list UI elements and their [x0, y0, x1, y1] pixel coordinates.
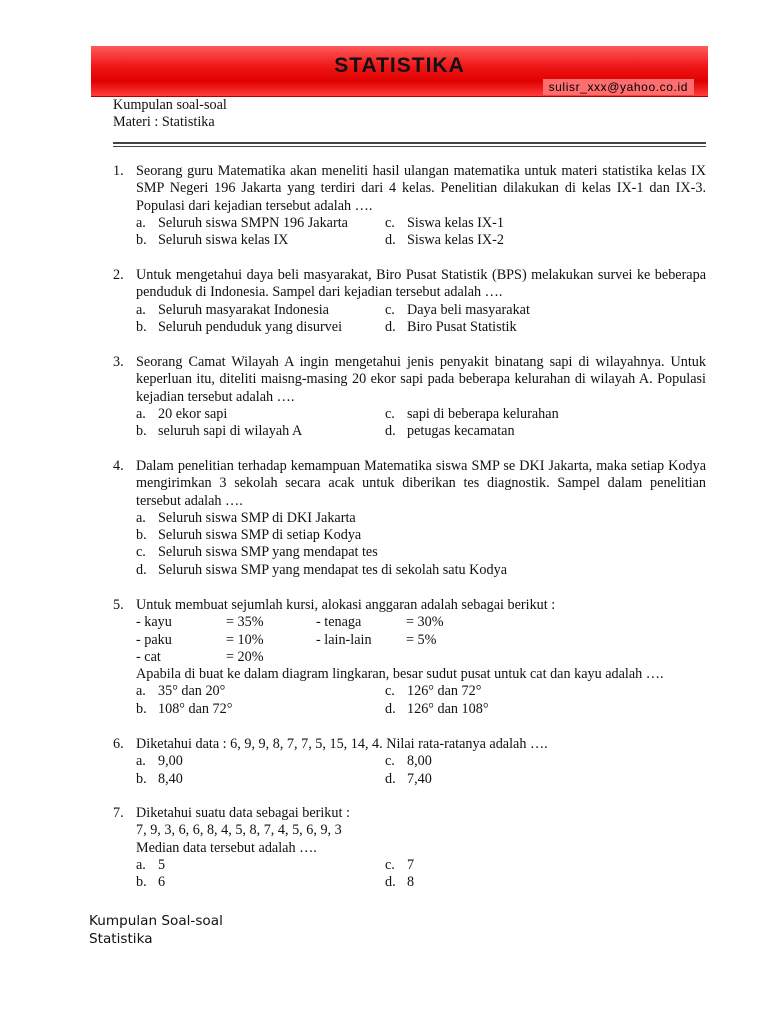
budget-row: - kayu = 35% - tenaga = 30% [136, 614, 444, 631]
option-b: b. Seluruh penduduk yang disurvei [136, 318, 343, 335]
question-text: Diketahui suatu data sebagai berikut : [136, 805, 350, 821]
question-2 [113, 267, 706, 336]
question-4 [113, 458, 706, 579]
question-number: 7. [113, 805, 124, 821]
option-d: d. 7,40 [385, 770, 432, 787]
options [136, 753, 706, 788]
banner-title: STATISTIKA [334, 54, 465, 77]
option-b: b. Seluruh siswa kelas IX [136, 232, 289, 249]
question-text: Seorang guru Matematika akan meneliti hasil ulangan matematika untuk materi statistika kelas IX SMP Negeri 196 Jakarta yang terdiri dari 4 kelas. Penelitian dilakukan di kelas IX-1 dan IX-3. Populasi dari kejadian tersebut adalah …. [136, 163, 706, 214]
header-banner [91, 46, 708, 97]
data-series: 7, 9, 3, 6, 6, 8, 4, 5, 8, 7, 4, 5, 6, 9, 3 [136, 822, 342, 839]
question-number: 2. [113, 267, 124, 283]
option-b: b. 8,40 [136, 770, 183, 787]
options [136, 683, 706, 718]
question-number: 1. [113, 163, 124, 179]
question-text: Seorang Camat Wilayah A ingin mengetahui jenis penyakit binatang sapi di wilayahnya. Untuk keperluan itu, diteliti maisng-masing 20 ekor sapi pada beberapa kelurahan di wilayah A. Populasi kejadian tersebut adalah …. [136, 354, 706, 405]
option-c: c. Daya beli masyarakat [385, 301, 530, 318]
option-a: a. Seluruh siswa SMPN 196 Jakarta [136, 214, 348, 231]
info-collection: Kumpulan soal-soal [113, 97, 227, 113]
question-number: 5. [113, 597, 124, 613]
question-number: 6. [113, 736, 124, 752]
budget-table [113, 614, 706, 666]
question-text: Diketahui data : 6, 9, 9, 8, 7, 7, 5, 15, 14, 4. Nilai rata-ratanya adalah …. [136, 736, 548, 752]
option-d: d. petugas kecamatan [385, 423, 515, 440]
option-a: a. Seluruh masyarakat Indonesia [136, 301, 329, 318]
option-c: c. Seluruh siswa SMP yang mendapat tes [136, 544, 378, 561]
option-d: d. Seluruh siswa SMP yang mendapat tes di sekolah satu Kodya [136, 561, 507, 578]
budget-row: - cat = 20% [136, 648, 264, 665]
options [136, 857, 706, 892]
question-text: Dalam penelitian terhadap kemampuan Matematika siswa SMP se DKI Jakarta, maka setiap Kodya mengirimkan 3 sekolah secara acak untuk diberikan tes diagnostik. Sampel dalam penelitian tersebut adalah …. [136, 458, 706, 509]
budget-row: - paku = 10% - lain-lain = 5% [136, 631, 437, 648]
question-1 [113, 163, 706, 249]
option-d: d. Biro Pusat Statistik [385, 318, 517, 335]
option-b: b. Seluruh siswa SMP di setiap Kodya [136, 527, 362, 544]
options [136, 510, 706, 579]
document-info [113, 97, 227, 132]
header-rule-thin [113, 146, 706, 147]
header-rule-thick [113, 142, 706, 144]
info-subject: Materi : Statistika [113, 114, 215, 131]
option-a: a. 20 ekor sapi [136, 405, 228, 422]
question-6 [113, 736, 706, 788]
question-text: Untuk membuat sejumlah kursi, alokasi anggaran adalah sebagai berikut : [136, 597, 556, 613]
question-3 [113, 354, 706, 440]
option-d: d. 8 [385, 874, 415, 891]
options [136, 406, 706, 441]
option-b: b. 6 [136, 874, 166, 891]
question-text: Untuk mengetahui daya beli masyarakat, Biro Pusat Statistik (BPS) melakukan survei ke beberapa penduduk di Indonesia. Sampel dari kejadian tersebut adalah …. [136, 267, 706, 301]
option-a: a. 5 [136, 856, 166, 873]
question-7 [113, 805, 706, 891]
question-text-2: Apabila di buat ke dalam diagram lingkaran, besar sudut pusat untuk cat dan kayu adalah …. [136, 666, 664, 683]
option-a: a. 35° dan 20° [136, 683, 226, 700]
options [136, 215, 706, 250]
option-c: c. sapi di beberapa kelurahan [385, 405, 559, 422]
footer-line-2: Statistika [89, 931, 153, 947]
option-b: b. 108° dan 72° [136, 700, 233, 717]
option-c: c. 7 [385, 856, 415, 873]
option-c: c. Siswa kelas IX-1 [385, 214, 504, 231]
option-a: a. 9,00 [136, 753, 183, 770]
page-footer [89, 912, 223, 948]
option-d: d. Siswa kelas IX-2 [385, 232, 504, 249]
option-b: b. seluruh sapi di wilayah A [136, 423, 303, 440]
option-c: c. 126° dan 72° [385, 683, 482, 700]
question-number: 3. [113, 354, 124, 370]
options [136, 302, 706, 337]
question-prompt: Median data tersebut adalah …. [136, 839, 317, 856]
question-5 [113, 597, 706, 718]
question-number: 4. [113, 458, 124, 474]
author-email: sulisr_xxx@yahoo.co.id [543, 79, 694, 95]
option-c: c. 8,00 [385, 753, 432, 770]
option-a: a. Seluruh siswa SMP di DKI Jakarta [136, 509, 356, 526]
footer-line-1: Kumpulan Soal-soal [89, 913, 223, 929]
option-d: d. 126° dan 108° [385, 700, 489, 717]
